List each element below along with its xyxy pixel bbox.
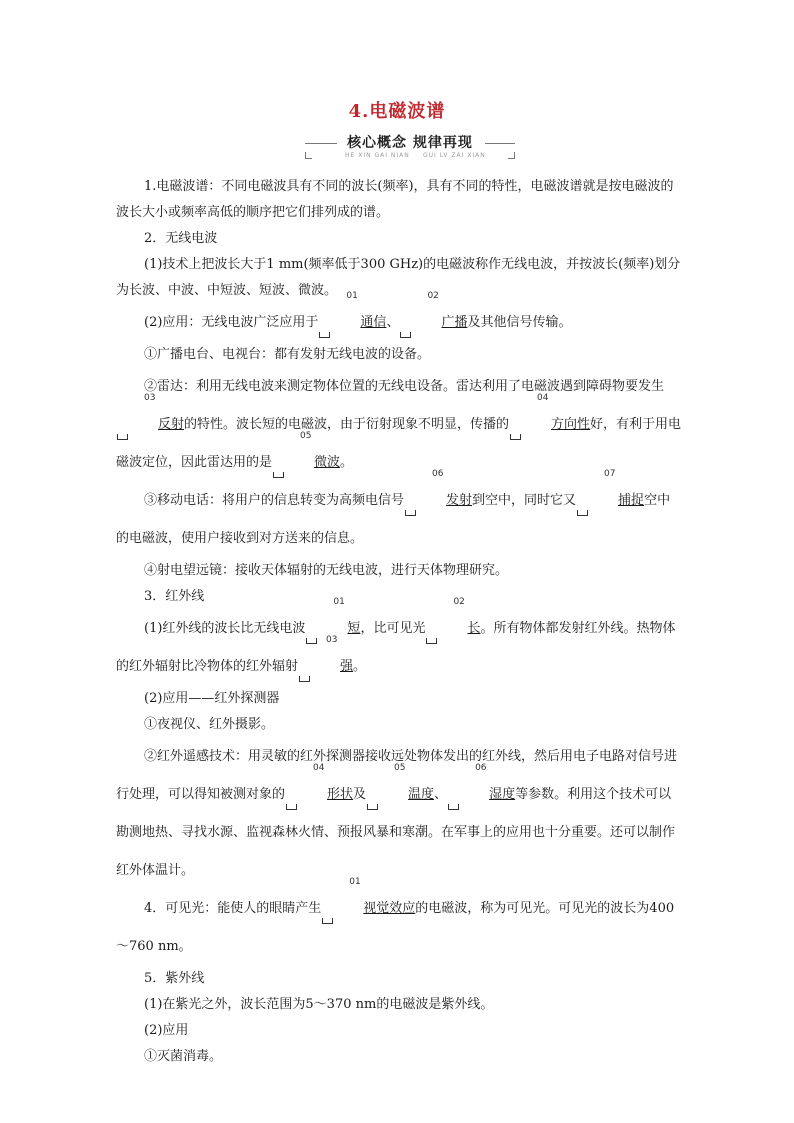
text: 、 bbox=[386, 315, 400, 330]
text: (2)应用：无线电波广泛应用于 bbox=[144, 315, 319, 330]
blank-marker-icon bbox=[319, 332, 330, 338]
text: 。所有物体都发射红外线。热物体的红外辐射比冷物体的红外辐射 bbox=[116, 621, 676, 674]
text: ，比可见光 bbox=[360, 621, 426, 636]
banner-corner-left bbox=[305, 152, 312, 159]
fill-blank bbox=[576, 469, 645, 520]
text: (1)红外线的波长比无线电波 bbox=[144, 621, 306, 636]
blank-marker-icon bbox=[299, 676, 310, 682]
text: ②雷达：利用无线电波来测定物体位置的无线电设备。雷达利用了电磁波遇到障碍物要发生 bbox=[144, 379, 665, 394]
fill-blank bbox=[272, 431, 341, 482]
fill-blank bbox=[298, 635, 354, 686]
blank-number: 05 bbox=[394, 763, 406, 773]
section-1-definition: 1.电磁波谱：不同电磁波具有不同的波长(频率)，具有不同的特性，电磁波谱就是按电磁波的波长大小或频率高低的顺序把它们排列成的谱。 bbox=[116, 179, 674, 220]
section-2-item-4: ④射电望远镜：接收天体辐射的无线电波，进行天体物理研究。 bbox=[144, 563, 509, 578]
fill-blank bbox=[447, 763, 516, 814]
blank-answer: 通信 bbox=[360, 315, 387, 330]
blank-answer: 短 bbox=[347, 621, 361, 636]
text: 及 bbox=[353, 787, 367, 802]
blank-answer: 反射 bbox=[158, 417, 185, 432]
text: 到空中，同时它又 bbox=[472, 493, 577, 508]
text: 。 bbox=[340, 455, 354, 470]
banner-title: 核心概念 规律再现 bbox=[347, 135, 473, 151]
blank-answer: 发射 bbox=[446, 493, 473, 508]
fill-blank bbox=[116, 393, 185, 444]
section-5-paragraph-1: (1)在紫光之外，波长范围为5～370 nm的电磁波是紫外线。 bbox=[144, 997, 494, 1012]
section-3-paragraph-2: (2)应用——红外探测器 bbox=[144, 691, 280, 706]
text: 的电磁波，称为可见光。可见光的波长为400～760 nm。 bbox=[116, 901, 675, 954]
blank-number: 01 bbox=[349, 877, 361, 887]
blank-answer: 视觉效应 bbox=[363, 901, 416, 916]
banner-subtitle-left: HE XIN GAI NIAN bbox=[345, 152, 410, 159]
blank-marker-icon bbox=[273, 472, 284, 478]
blank-number: 05 bbox=[300, 431, 312, 441]
section-2-heading: 2．无线电波 bbox=[144, 231, 218, 246]
blank-marker-icon bbox=[286, 804, 297, 810]
text: 好，有利于用电磁波定位，因此雷达用的是 bbox=[116, 417, 682, 470]
fill-blank bbox=[509, 393, 591, 444]
blank-marker-icon bbox=[510, 434, 521, 440]
section-2-item-2 bbox=[116, 368, 682, 482]
blank-answer: 湿度 bbox=[489, 787, 516, 802]
page-title: 4.电磁波谱 bbox=[348, 101, 446, 122]
blank-answer: 强 bbox=[340, 659, 354, 674]
text: 空中的电磁波，使用户接收到对方送来的信息。 bbox=[116, 493, 671, 546]
text: ②红外遥感技术：用灵敏的红外探测器接收远处物体发出的红外线，然后用电子电路对信号进行处理，可以得知被测对象的 bbox=[116, 749, 678, 802]
blank-number: 07 bbox=[604, 469, 616, 479]
blank-answer: 形状 bbox=[327, 787, 354, 802]
banner-subtitle-right: GUI LV ZAI XIAN bbox=[423, 152, 486, 159]
blank-marker-icon bbox=[405, 510, 416, 516]
blank-answer: 温度 bbox=[408, 787, 435, 802]
blank-marker-icon bbox=[448, 804, 459, 810]
text: 4．可见光：能使人的眼睛产生 bbox=[144, 901, 322, 916]
blank-answer: 方向性 bbox=[551, 417, 591, 432]
fill-blank bbox=[321, 877, 416, 928]
section-3-item-1: ①夜视仪、红外摄影。 bbox=[144, 717, 275, 732]
section-5-heading: 5．紫外线 bbox=[144, 971, 205, 986]
text: 。 bbox=[353, 659, 367, 674]
blank-number: 01 bbox=[346, 291, 358, 301]
blank-marker-icon bbox=[117, 434, 128, 440]
section-5-item-1: ①灭菌消毒。 bbox=[144, 1049, 223, 1064]
blank-number: 02 bbox=[427, 291, 439, 301]
document-body bbox=[116, 174, 682, 1070]
blank-number: 02 bbox=[453, 597, 465, 607]
section-2-item-1: ①广播电台、电视台：都有发射无线电波的设备。 bbox=[144, 347, 431, 362]
text: 、 bbox=[434, 787, 448, 802]
fill-blank bbox=[318, 291, 387, 342]
fill-blank bbox=[404, 469, 473, 520]
section-2-paragraph-1: (1)技术上把波长大于1 mm(频率低于300 GHz)的电磁波称作无线电波，并按波长(频率)划分为长波、中波、中短波、短波、微波。 bbox=[116, 257, 681, 298]
blank-number: 06 bbox=[432, 469, 444, 479]
blank-answer: 长 bbox=[467, 621, 481, 636]
section-2-paragraph-2 bbox=[116, 291, 682, 342]
blank-number: 03 bbox=[326, 635, 338, 645]
blank-number: 01 bbox=[333, 597, 345, 607]
text: 等参数。利用这个技术可以勘测地热、寻找水源、监视森林火情、预报风暴和寒潮。在军事上的应用也十分重要。还可以制作红外体温计。 bbox=[116, 787, 676, 878]
blank-number: 04 bbox=[537, 393, 549, 403]
blank-marker-icon bbox=[426, 638, 437, 644]
blank-answer: 微波 bbox=[314, 455, 341, 470]
text: ③移动电话：将用户的信息转变为高频电信号 bbox=[144, 493, 405, 508]
text: 的特性。波长短的电磁波，由于衍射现象不明显，传播的 bbox=[184, 417, 510, 432]
fill-blank bbox=[399, 291, 468, 342]
fill-blank bbox=[366, 763, 435, 814]
blank-number: 03 bbox=[144, 393, 156, 403]
section-5-paragraph-2: (2)应用 bbox=[144, 1023, 189, 1038]
section-4-visible-light bbox=[116, 877, 682, 966]
fill-blank bbox=[425, 597, 481, 648]
blank-marker-icon bbox=[322, 918, 333, 924]
section-banner bbox=[305, 132, 515, 162]
fill-blank bbox=[285, 763, 354, 814]
section-2-item-3 bbox=[116, 469, 682, 558]
blank-number: 04 bbox=[313, 763, 325, 773]
text: 及其他信号传输。 bbox=[467, 315, 572, 330]
blank-number: 06 bbox=[475, 763, 487, 773]
blank-answer: 广播 bbox=[441, 315, 468, 330]
blank-marker-icon bbox=[577, 510, 588, 516]
section-3-paragraph-1 bbox=[116, 597, 682, 686]
blank-marker-icon bbox=[400, 332, 411, 338]
blank-answer: 捕捉 bbox=[618, 493, 645, 508]
blank-marker-icon bbox=[367, 804, 378, 810]
section-3-heading: 3．红外线 bbox=[144, 589, 205, 604]
section-3-item-2 bbox=[116, 738, 682, 890]
banner-corner-right bbox=[508, 152, 515, 159]
